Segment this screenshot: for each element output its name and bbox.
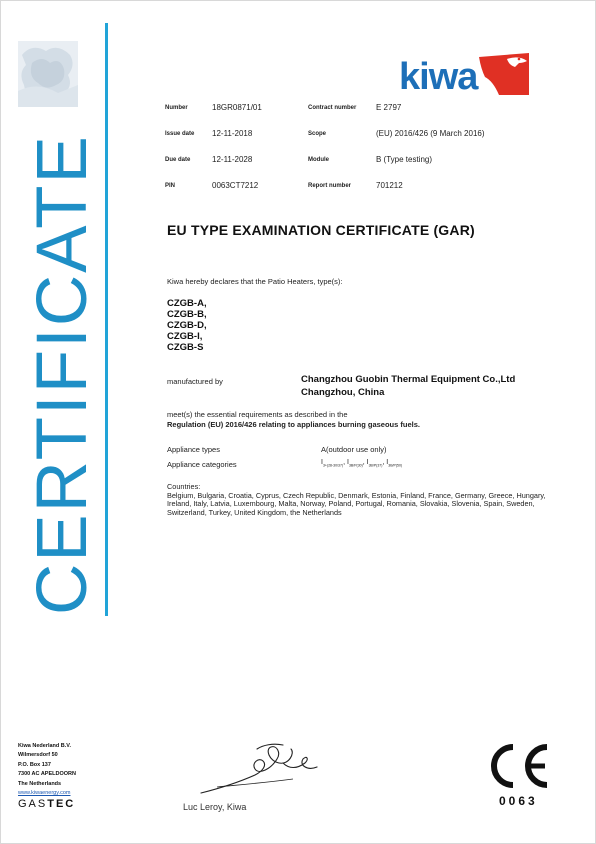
category-main: I (321, 459, 323, 466)
issue-date-value: 12-11-2018 (212, 129, 253, 138)
appliance-types-label: Appliance types (167, 445, 220, 454)
manufactured-by-label: manufactured by (167, 377, 223, 386)
declaration-text: Kiwa hereby declares that the Patio Heaters, type(s): (167, 277, 343, 286)
number-value: 18GR0871/01 (212, 103, 262, 112)
category-main: I (346, 459, 349, 466)
requirements-line: meet(s) the essential requirements as described in the (167, 410, 348, 419)
module-label: Module (308, 157, 329, 163)
category-separator: , (343, 459, 347, 466)
countries-list: Belgium, Bulgaria, Croatia, Cyprus, Czech Republic, Denmark, Estonia, Finland, France, Germany, Greece, Hungary, Ireland, Italy, Latvia, Luxembourg, Malta, Norway, Poland, Portugal, Romania, Slovakia, Slovenia, Spain, Sweden, Switzerland, Turkey, United Kingdom, the Netherlands (167, 490, 546, 517)
notified-body-number: 0063 (499, 794, 538, 808)
type-item: CZGB-D, (167, 320, 207, 331)
gastec-logo (18, 798, 75, 810)
watermark-seal-image (18, 41, 78, 107)
address-line: P.O. Box 137 (18, 761, 51, 768)
certificate-title: EU TYPE EXAMINATION CERTIFICATE (GAR) (167, 222, 475, 238)
ce-mark-icon (487, 743, 551, 789)
signature-caption: Luc Leroy, Kiwa (183, 802, 247, 812)
number-label: Number (165, 105, 188, 111)
manufacturer-block (301, 373, 515, 399)
type-item: CZGB-B, (167, 309, 207, 320)
category-separator: , (362, 459, 367, 466)
type-list (167, 298, 207, 353)
category-sub: 3+(28-30/37) (322, 463, 344, 468)
signature-image (197, 739, 327, 797)
svg-text:kiwa: kiwa (399, 56, 478, 97)
vertical-accent-line (105, 23, 108, 616)
scope-value: (EU) 2016/426 (9 March 2016) (376, 129, 485, 138)
address-line: 7300 AC APELDOORN (18, 771, 76, 778)
kiwa-logo-icon (397, 51, 533, 97)
contract-number-label: Contract number (308, 105, 357, 111)
due-date-value: 12-11-2028 (212, 155, 253, 164)
category-sub: 3B/P(50) (388, 463, 403, 468)
contract-number-value: E 2797 (376, 103, 402, 112)
address-line: The Netherlands (18, 780, 62, 787)
address-block (18, 742, 76, 798)
address-line: Kiwa Nederland B.V. (18, 743, 71, 749)
report-number-value: 701212 (376, 181, 403, 190)
appliance-categories-value (321, 459, 402, 467)
type-item: CZGB-S (167, 342, 204, 353)
address-line: Wilmersdorf 50 (18, 752, 58, 759)
countries-label: Countries: (167, 482, 201, 491)
gastec-logo-part1: GAS (18, 798, 48, 810)
issue-date-label: Issue date (165, 131, 195, 137)
category-main: I (366, 459, 369, 466)
category-sub: 3B/P(37) (368, 463, 383, 468)
gastec-logo-part2: TEC (47, 798, 76, 810)
manufacturer-city: Changzhou, China (301, 387, 385, 398)
regulation-line: Regulation (EU) 2016/426 relating to appliances burning gaseous fuels. (167, 420, 420, 429)
pin-label: PIN (165, 183, 176, 189)
module-value: B (Type testing) (376, 155, 433, 164)
website-link[interactable]: www.kiwaenergy.com (18, 790, 71, 797)
category-sub: 3B/P(30) (348, 463, 363, 468)
scope-label: Scope (308, 131, 327, 137)
manufacturer-name: Changzhou Guobin Thermal Equipment Co.,Ltd (301, 374, 516, 385)
appliance-types-value: A(outdoor use only) (321, 445, 387, 454)
category-main: I (386, 459, 389, 466)
pin-value: 0063CT7212 (212, 181, 259, 190)
countries-block (167, 483, 567, 517)
appliance-categories-label: Appliance categories (167, 460, 237, 469)
certificate-vertical-title: CERTIFICATE (23, 134, 102, 615)
category-separator: , (382, 459, 387, 466)
report-number-label: Report number (308, 183, 352, 189)
type-item: CZGB-I, (167, 331, 203, 342)
type-item: CZGB-A, (167, 298, 207, 309)
due-date-label: Due date (165, 157, 191, 163)
